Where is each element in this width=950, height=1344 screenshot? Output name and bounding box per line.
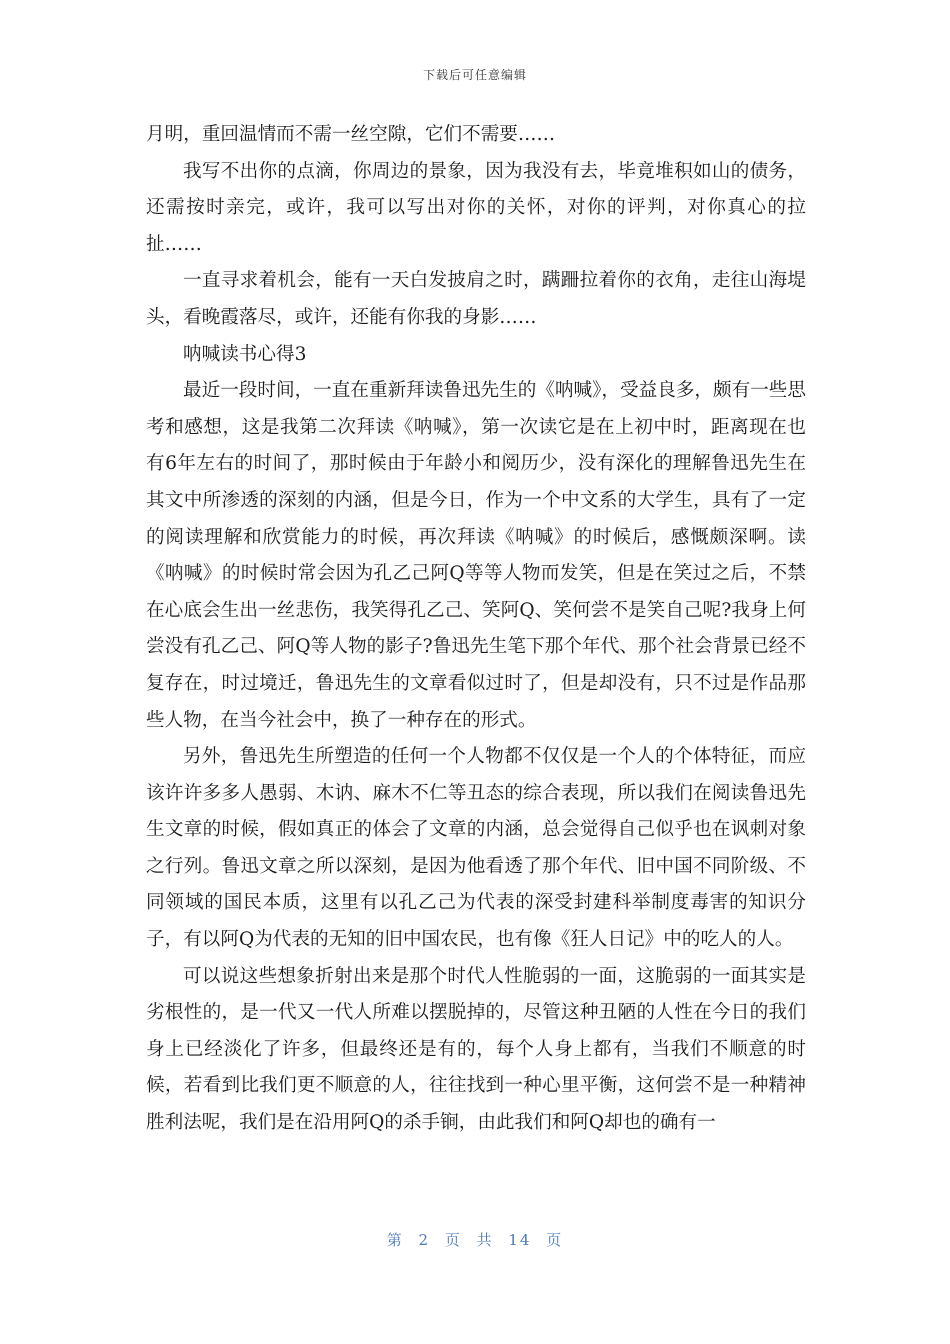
paragraph-6: 可以说这些想象折射出来是那个时代人性脆弱的一面，这脆弱的一面其实是劣根性的，是一代又一代人所难以摆脱掉的，尽管这种丑陋的人性在今日的我们身上已经淡化了许多，但最终还是有的，每个人身上都有，当我们不顺意的时候，若看到比我们更不顺意的人，往往找到一种心里平衡，这何尝不是一种精神胜利法呢，我们是在沿用阿Q的杀手锏，由此我们和阿Q却也的确有一 <box>146 965 806 1134</box>
page-header: 下载后可任意编辑 <box>422 68 527 82</box>
paragraph-3: 一直寻求着机会，能有一天白发披肩之时，蹒跚拉着你的衣角，走往山海堤头，看晚霞落尽，或许，还能有你我的身影…… <box>146 270 806 328</box>
paragraph-4: 最近一段时间，一直在重新拜读鲁迅先生的《呐喊》，受益良多，颇有一些思考和感想，这是我第二次拜读《呐喊》，第一次读它是在上初中时，距离现在也有6年左右的时间了，那时候由于年龄小和阅历少，没有深化的理解鲁迅先生在其文中所渗透的深刻的内涵，但是今日，作为一个中文系的大学生，具有了一定的阅读理解和欣赏能力的时候，再次拜读《呐喊》的时候后，感慨颇深啊。读《呐喊》的时候时常会因为孔乙己阿Q等等人物而发笑，但是在笑过之后，不禁在心底会生出一丝悲伤，我笑得孔乙己、笑阿Q、笑何尝不是笑自己呢?我身上何尝没有孔乙己、阿Q等人物的影子?鲁迅先生笔下那个年代、那个社会背景已经不复存在，时过境迁，鲁迅先生的文章看似过时了，但是却没有，只不过是作品那些人物，在当今社会中，换了一种存在的形式。 <box>146 380 806 731</box>
page-footer: 第 2 页 共 14 页 <box>386 1231 564 1249</box>
section-heading: 呐喊读书心得3 <box>183 343 307 365</box>
paragraph-2: 我写不出你的点滴，你周边的景象，因为我没有去，毕竟堆积如山的债务，还需按时亲完，或许，我可以写出对你的关怀，对你的评判，对你真心的拉扯…… <box>146 160 806 255</box>
document-body <box>146 117 806 1142</box>
paragraph-5: 另外，鲁迅先生所塑造的任何一个人物都不仅仅是一个人的个体特征，而应该许许多多人愚弱、木讷、麻木不仁等丑态的综合表现，所以我们在阅读鲁迅先生文章的时候，假如真正的体会了文章的内涵，总会觉得自己似乎也在讽刺对象之行列。鲁迅文章之所以深刻，是因为他看透了那个年代、旧中国不同阶级、不同领域的国民本质，这里有以孔乙己为代表的深受封建科举制度毒害的知识分子，有以阿Q为代表的无知的旧中国农民，也有像《狂人日记》中的吃人的人。 <box>146 746 806 951</box>
paragraph-1: 月明，重回温情而不需一丝空隙，它们不需要…… <box>146 124 556 145</box>
